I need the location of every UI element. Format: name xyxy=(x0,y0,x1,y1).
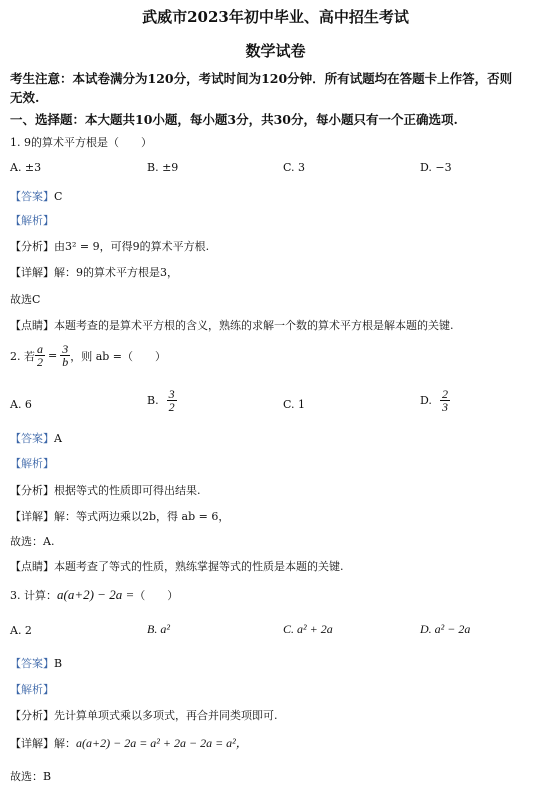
question-2-stem xyxy=(10,343,166,368)
fenxi-tag: 【分析】 xyxy=(10,240,54,253)
xiangjie-tag: 【详解】 xyxy=(10,737,54,750)
q2-answer xyxy=(10,430,62,446)
fenxi-text: 先计算单项式乘以多项式，再合并同类项即可. xyxy=(54,709,278,722)
q1-xiangjie xyxy=(10,264,178,280)
q2-option-c: C. 1 xyxy=(283,398,306,411)
fenxi-text: 由3² = 9，可得9的算术平方根. xyxy=(54,240,210,253)
dianjing-text: 本题考查了等式的性质，熟练掌握等式的性质是本题的关键. xyxy=(54,560,344,573)
q3-option-d: D. a² − 2a xyxy=(420,622,471,636)
frac-numerator: a xyxy=(37,342,43,356)
q1-dianjing xyxy=(10,317,454,333)
q3-stem-suffix: （ ） xyxy=(134,589,179,602)
exam-title: 武威市2023年初中毕业、高中招生考试 xyxy=(142,8,409,26)
q1-option-b: B. ±9 xyxy=(147,161,179,174)
q2-analysis-tag: 【解析】 xyxy=(10,457,54,470)
q3-choose: 故选：B xyxy=(10,770,52,783)
q1-analysis-tag: 【解析】 xyxy=(10,214,54,227)
q3-stem-math: a(a+2) − 2a = xyxy=(57,587,135,602)
q3-option-b: B. a² xyxy=(147,622,170,636)
q2-option-b xyxy=(147,388,177,413)
q2-option-a: A. 6 xyxy=(10,398,32,411)
q2-stem-suffix: ，则 ab =（ ） xyxy=(70,349,167,363)
xiangjie-tag: 【详解】 xyxy=(10,266,54,279)
frac-numerator: 3 xyxy=(62,342,69,356)
q3-analysis-tag: 【解析】 xyxy=(10,683,54,696)
option-label: B. xyxy=(147,394,159,407)
q3-fenxi xyxy=(10,707,278,723)
question-1-stem: 1. 9的算术平方根是（ ） xyxy=(10,136,152,149)
answer-value: B xyxy=(54,657,63,670)
q3-answer xyxy=(10,655,62,671)
q2-xiangjie xyxy=(10,508,229,524)
q1-fenxi xyxy=(10,238,209,254)
section-heading: 一、选择题：本大题共10小题，每小题3分，共30分，每小题只有一个正确选项. xyxy=(10,112,458,127)
xiangjie-text: 解：9的算术平方根是3， xyxy=(54,266,178,279)
xiangjie-tag: 【详解】 xyxy=(10,510,54,523)
q2-fraction-2 xyxy=(60,343,70,368)
notice-line-1: 考生注意：本试卷满分为120分，考试时间为120分钟．所有试题均在答题卡上作答，否则 xyxy=(10,71,513,86)
q2-equals: = xyxy=(48,349,58,362)
xiangjie-prefix: 解： xyxy=(54,737,76,750)
q3-stem-prefix: 3. 计算： xyxy=(10,589,57,602)
q2-fenxi xyxy=(10,482,201,498)
dianjing-text: 本题考查的是算术平方根的含义，熟练的求解一个数的算术平方根是解本题的关键. xyxy=(54,319,454,332)
q2-option-b-fraction xyxy=(167,388,177,413)
answer-value: A xyxy=(54,432,62,445)
q2-stem-prefix: 2. 若 xyxy=(10,349,35,363)
option-label: D. xyxy=(420,394,432,407)
frac-denominator: 2 xyxy=(168,400,175,414)
fenxi-tag: 【分析】 xyxy=(10,709,54,722)
frac-denominator: b xyxy=(62,355,69,369)
xiangjie-math: a(a+2) − 2a = a² + 2a − 2a = a²， xyxy=(76,736,248,750)
question-3-stem xyxy=(10,587,178,603)
answer-tag: 【答案】 xyxy=(10,657,54,670)
q1-option-c: C. 3 xyxy=(283,161,306,174)
fenxi-text: 根据等式的性质即可得出结果. xyxy=(54,484,201,497)
q1-choose: 故选C xyxy=(10,293,41,306)
answer-tag: 【答案】 xyxy=(10,432,54,445)
q3-xiangjie xyxy=(10,734,248,751)
frac-numerator: 2 xyxy=(441,387,448,401)
q3-option-c: C. a² + 2a xyxy=(283,622,333,636)
dianjing-tag: 【点睛】 xyxy=(10,319,54,332)
dianjing-tag: 【点睛】 xyxy=(10,560,54,573)
q2-option-d xyxy=(420,388,450,413)
q2-dianjing xyxy=(10,558,344,574)
answer-tag: 【答案】 xyxy=(10,190,54,203)
q3-option-a: A. 2 xyxy=(10,624,32,637)
xiangjie-text: 解：等式两边乘以2b，得 ab = 6， xyxy=(54,510,230,523)
frac-denominator: 3 xyxy=(441,400,448,414)
notice-line-2: 无效. xyxy=(10,90,40,105)
q1-option-d: D. −3 xyxy=(420,161,452,174)
q1-option-a: A. ±3 xyxy=(10,161,42,174)
q2-fraction-1 xyxy=(35,343,45,368)
q2-choose: 故选：A. xyxy=(10,535,55,548)
frac-numerator: 3 xyxy=(168,387,175,401)
fenxi-tag: 【分析】 xyxy=(10,484,54,497)
frac-denominator: 2 xyxy=(37,355,43,369)
q1-answer xyxy=(10,188,62,204)
exam-subtitle: 数学试卷 xyxy=(245,42,306,60)
answer-value: C xyxy=(54,190,63,203)
q2-option-d-fraction xyxy=(440,388,450,413)
